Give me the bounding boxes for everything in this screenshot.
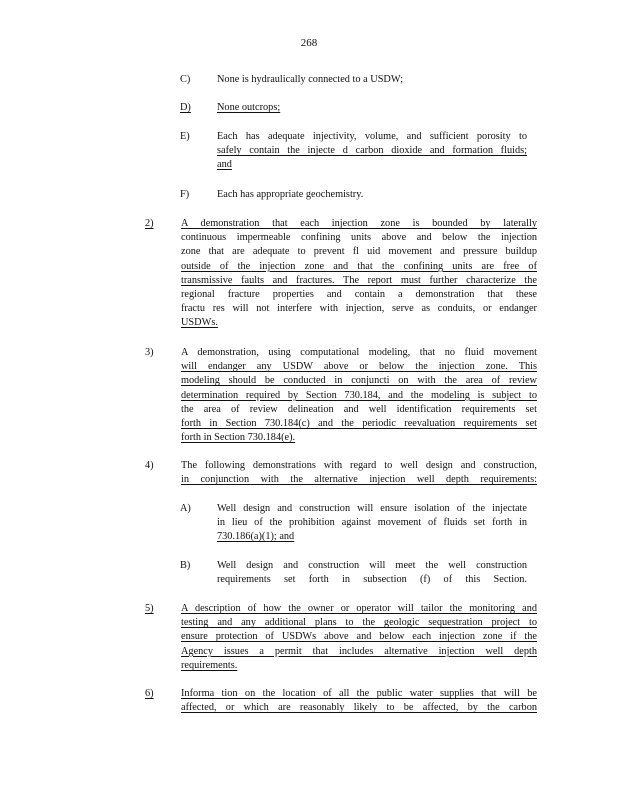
text-line: None is hydraulically connected to a USDW;	[217, 74, 404, 85]
text-line: A demonstration that each injection zone is bounded by laterally	[181, 218, 537, 229]
text-line: A demonstration, using computational modeling, that no fluid movement	[181, 347, 537, 358]
item-label: E)	[180, 131, 190, 142]
text-line: Each has adequate injectivity, volume, and sufficient porosity to	[217, 131, 527, 142]
item-label: C)	[180, 74, 191, 85]
text-line: outside of the injection zone and that the confining units are free of	[181, 260, 537, 272]
text-line: A description of how the owner or operator will tailor the monitoring and	[181, 603, 537, 614]
item-label: D)	[180, 102, 191, 113]
item-label: F)	[180, 189, 190, 200]
item-label: B)	[180, 560, 191, 571]
item-label: 5)	[145, 603, 154, 614]
text-line: will endanger any USDW above or below the injection zone. This	[181, 361, 537, 373]
text-line: Agency issues a permit that includes alternative injection well depth	[181, 645, 537, 657]
text-line: Well design and construction will meet the well construction	[217, 560, 527, 571]
text-line: fractu res will not interfere with injection, serve as conduits, or endanger	[181, 303, 537, 315]
page-number: 268	[300, 37, 318, 49]
text-line: Well design and construction will ensure isolation of the injectate	[217, 503, 527, 514]
text-line: regional fracture properties and contain a demonstration that these	[181, 289, 537, 300]
text-line: in lieu of the prohibition against movement of fluids set forth in	[217, 517, 527, 529]
text-line: ensure protection of USDWs above and below each injection zone if the	[181, 631, 537, 643]
text-line: Each has appropriate geochemistry.	[217, 189, 364, 200]
text-line: 730.186(a)(1); and	[217, 531, 295, 543]
text-line: requirements set forth in subsection (f) of this Section.	[217, 574, 527, 586]
item-label: A)	[180, 503, 191, 514]
text-line: affected, or which are reasonably likely to be affected, by the carbon	[181, 702, 537, 714]
text-line: forth in Section 730.184(c) and the periodic reevaluation requirements set	[181, 418, 537, 429]
text-line: None outcrops;	[217, 102, 281, 113]
text-line: USDWs.	[181, 317, 218, 329]
text-line: forth in Section 730.184(e).	[181, 432, 296, 444]
text-line: determination required by Section 730.184, and the modeling is subject to	[181, 389, 537, 401]
text-line: continuous impermeable confining units above and below the injection	[181, 232, 537, 244]
item-label: 3)	[145, 347, 154, 358]
text-line: safely contain the injecte d carbon dioxide and formation fluids;	[217, 145, 527, 157]
text-line: testing and any additional plans to the geologic sequestration project to	[181, 617, 537, 629]
item-label: 6)	[145, 688, 154, 699]
text-line: requirements.	[181, 659, 238, 671]
text-line: Informa tion on the location of all the public water supplies that will be	[181, 688, 537, 699]
text-line: and	[217, 159, 232, 171]
item-label: 4)	[145, 460, 154, 471]
item-label: 2)	[145, 218, 154, 229]
text-line: in conjunction with the alternative injection well depth requirements:	[181, 474, 537, 486]
text-line: the area of review delineation and well identification requirements set	[181, 403, 537, 415]
text-line: transmissive faults and fractures. The report must further characterize the	[181, 274, 537, 286]
text-line: modeling should be conducted in conjuncti on with the area of review	[181, 375, 537, 387]
text-line: zone that are adequate to prevent fl uid movement and pressure buildup	[181, 246, 537, 258]
text-line: The following demonstrations with regard to well design and construction,	[181, 460, 537, 471]
